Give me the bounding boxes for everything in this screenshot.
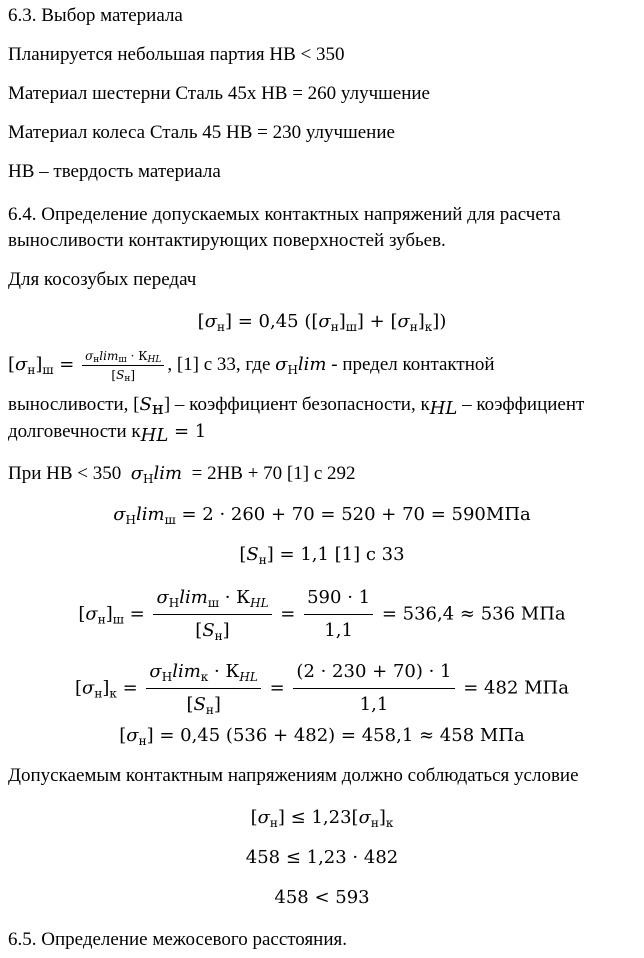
text-batch: Планируется небольшая партия НВ < 350 <box>8 44 345 65</box>
text-stress-definition-line1: $[\sigma_н]_ш$ = $\frac{\sigma_н\lim_ш \cdot К_{HL}}{[S_н]}$ , [1] с 33, где $\sigma_Н\lim$ - предел контактной <box>8 349 495 384</box>
equation-condition: $[\sigma_н] \le 1,23[\sigma_н]_к$ <box>250 807 394 830</box>
text-condition-intro: Допускаемым контактным напряжениям должно соблюдаться условие <box>8 765 579 786</box>
equation-helical-allowable-stress: $[\sigma_н] = 0,45$ $([\sigma_н]_ш] + [\sigma_н]_к$]) <box>197 311 447 334</box>
equation-final-allowable-stress: $[\sigma_н] = 0,45$ (536 + 482) = 458,1 ≈ 458 МПа <box>119 725 525 748</box>
section-heading-6-4-line2: выносливости контактирующих поверхностей зубьев. <box>8 230 446 251</box>
text-hb-condition: При НВ < 350 $\sigma_Н\lim = 2НВ + 70$ [1] с 292 <box>8 463 356 486</box>
fraction-small-definition: $\frac{\sigma_н\lim_ш \cdot К_{HL}}{[S_н]}$ <box>82 349 164 382</box>
text-wheel-material: Материал колеса Сталь 45 НВ = 230 улучшение <box>8 122 395 143</box>
text-stress-definition-line3: долговечности $к_{HL} = 1$ <box>8 421 207 446</box>
equation-safety-factor: $[S_н] = 1,1$ [1] с 33 <box>239 544 405 567</box>
text-hb-definition: НВ – твердость материала <box>8 161 221 182</box>
section-heading-6-4-line1: 6.4. Определение допускаемых контактных напряжений для расчета <box>8 204 561 225</box>
fraction-wheel-symbolic: $\frac{\sigma_Н\lim_к \cdot К_{HL}}{[S_н]}$ <box>146 658 260 719</box>
text-stress-definition-line2: выносливости, $[S_н]$ – коэффициент безопасности, $к_{HL}$ – коэффициент <box>8 394 585 419</box>
section-heading-6-3: 6.3. Выбор материала <box>8 5 183 26</box>
equation-lim-gear: $\sigma_Н\lim_ш = 2 \cdot 260 + 70 = 520 + 70 = 590МПа$ <box>113 504 531 527</box>
fraction-gear-numeric: $\frac{590 \cdot 1}{1,1}$ <box>304 584 373 645</box>
equation-gear-allowable-stress: $[\sigma_н]_ш$ = $\frac{\sigma_Н\lim_ш \cdot К_{HL}}{[S_н]}$ = $\frac{590 \cdot 1}{1,1}$ = 536,4 ≈ 536 МПа <box>0 584 644 645</box>
equation-wheel-allowable-stress: $[\sigma_н]_к$ = $\frac{\sigma_Н\lim_к \cdot К_{HL}}{[S_н]}$ = $\frac{(2 \cdot 230 + 70) \cdot 1}{1,1}$ = 482 МПа <box>0 658 644 719</box>
equation-condition-numeric: 458 ≤ 1,23 · 482 <box>245 847 399 868</box>
fraction-wheel-numeric: $\frac{(2 \cdot 230 + 70) \cdot 1}{1,1}$ <box>293 658 454 719</box>
fraction-gear-symbolic: $\frac{\sigma_Н\lim_ш \cdot К_{HL}}{[S_н]}$ <box>153 584 271 645</box>
section-heading-6-5: 6.5. Определение межосевого расстояния. <box>8 929 348 950</box>
text-gear-material: Материал шестерни Сталь 45х НВ = 260 улучшение <box>8 83 430 104</box>
text-helical-gears: Для косозубых передач <box>8 269 197 290</box>
equation-condition-result: 458 < 593 <box>274 887 370 908</box>
